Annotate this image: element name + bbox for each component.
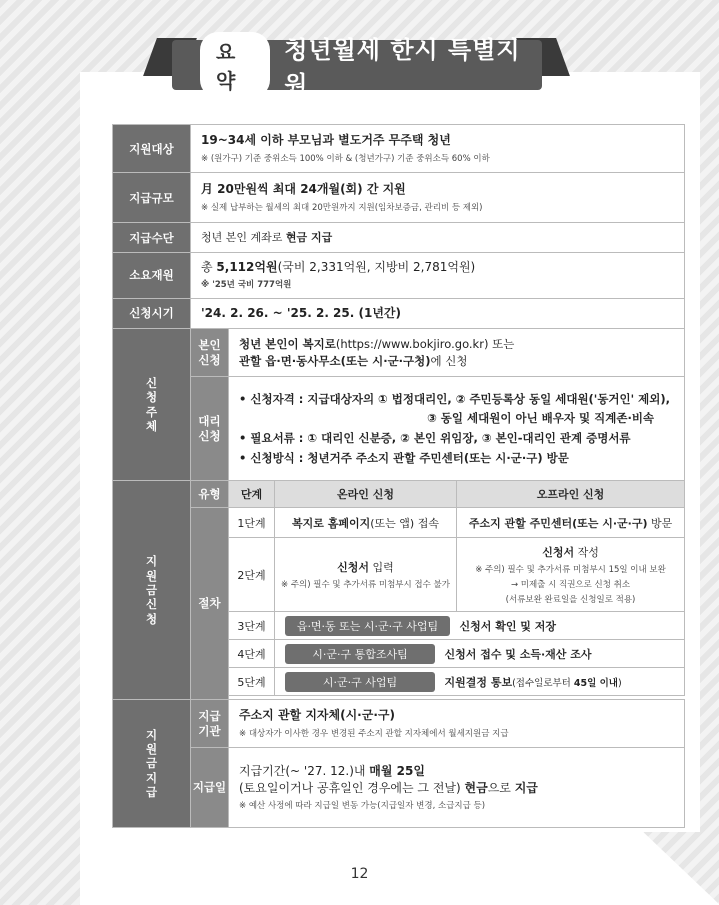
step3-label: 3단계: [229, 612, 275, 640]
target-label: 지원대상: [113, 125, 191, 173]
step1-label: 1단계: [229, 508, 275, 538]
proxy-qualification: • 신청자격 : 지급대상자의 ① 법정대리인, ② 주민등록상 동일 세대원('동거인' 제외),: [239, 391, 671, 406]
target-main: 19~34세 이하 부모님과 별도거주 무주택 청년: [201, 133, 451, 148]
step5-pill: 시·군·구 사업팀: [285, 672, 435, 692]
row-target: [113, 125, 685, 173]
summary-pill: 요약: [200, 32, 270, 98]
payment-date-holiday: (토요일이거나 공휴일인 경우에는 그 전날): [239, 780, 465, 795]
title-banner: [172, 36, 542, 99]
proxy-apply-label: 대리 신청: [198, 413, 221, 443]
self-apply-label: 본인 신청: [198, 337, 221, 367]
step2-offline-main: 신청서: [542, 546, 575, 560]
step1-offline-main: 주소지 관할 주민센터(또는 시·군·구): [468, 516, 648, 530]
payment-label: 지원금 지급: [145, 727, 158, 800]
step2-offline-sub: 작성: [574, 546, 599, 560]
budget-prefix: 총: [201, 260, 217, 274]
scale-label: 지급규모: [113, 173, 191, 223]
period-label: 신청시기: [113, 298, 191, 328]
payment-date-period: 지급기간(~ '27. 12.)내: [239, 763, 370, 778]
budget-detail: (국비 2,331억원, 지방비 2,781억원): [277, 260, 476, 274]
step3-pill: 읍·면·동 또는 시·군·구 사업팀: [285, 616, 450, 636]
step5-paren-open: (접수일로부터: [512, 677, 574, 689]
online-header: 온라인 신청: [275, 481, 457, 508]
row-step1: [113, 508, 685, 538]
row-type-header: [113, 481, 685, 508]
proxy-method: • 신청방식 : 청년거주 주소지 관할 주민센터(또는 시·군·구) 방문: [239, 450, 569, 465]
means-label: 지급수단: [113, 223, 191, 253]
means-text: 청년 본인 계좌로: [201, 230, 286, 244]
step4-text: 신청서 접수 및 소득·재산 조사: [444, 647, 592, 661]
row-scale: [113, 173, 685, 223]
scale-main: 月 20만원씩 최대 24개월(회) 간 지원: [201, 182, 406, 197]
proc-label: 절차: [191, 508, 229, 700]
step2-label: 2단계: [229, 538, 275, 612]
payment-date-day: 매월 25일: [369, 763, 425, 778]
step2-offline-note3: (서류보완 완료일을 신청일로 적용): [505, 595, 636, 606]
row-budget: [113, 253, 685, 299]
procedure-label: 지원금 신청: [145, 554, 158, 626]
step2-online-sub: 입력: [369, 561, 394, 575]
row-means: [113, 223, 685, 253]
payment-agency-main: 주소지 관할 지자체(시·군·구): [239, 708, 395, 723]
row-proxy-apply: [113, 377, 685, 481]
step1-online-sub: (또는 앱) 접속: [370, 516, 439, 530]
self-apply-office: 관할 읍·면·동사무소(또는 시·군·구청): [239, 353, 431, 368]
step5-label: 5단계: [229, 668, 275, 696]
applicant-label: 신청주체: [145, 375, 158, 433]
row-period: [113, 298, 685, 328]
page-number: 12: [350, 866, 369, 882]
budget-label: 소요재원: [113, 253, 191, 299]
self-apply-bokjiro: 청년 본인이 복지로: [239, 336, 336, 351]
step3-text: 신청서 확인 및 저장: [459, 619, 556, 633]
step2-online-main: 신청서: [337, 561, 370, 575]
self-apply-suffix: 에 신청: [430, 353, 468, 368]
step4-pill: 시·군·구 통합조사팀: [285, 644, 435, 664]
budget-note: ※ '25년 국비 777억원: [201, 280, 292, 291]
step5-text: 지원결정 통보: [444, 675, 513, 689]
type-label: 유형: [191, 481, 229, 508]
budget-total: 5,112억원: [216, 260, 278, 274]
step1-offline-sub: 방문: [647, 516, 673, 530]
period-value: '24. 2. 26. ~ '25. 2. 25. (1년간): [191, 298, 685, 328]
page-title: 청년월세 한시 특별지원: [284, 36, 521, 99]
offline-header: 오프라인 신청: [457, 481, 685, 508]
step2-online-note: ※ 주의) 필수 및 추가서류 미첨부시 접수 불가: [281, 580, 450, 591]
payment-date-note: ※ 예산 사정에 따라 지급일 변동 가능(지급일자 변경, 소급지급 등): [239, 801, 486, 812]
payment-date-cash: 현금: [464, 780, 488, 795]
payment-date-pay: 지급: [514, 780, 538, 795]
step-header: 단계: [229, 481, 275, 508]
proxy-documents: • 필요서류 : ① 대리인 신분증, ② 본인 위임장, ③ 본인-대리인 관계 증명서류: [239, 431, 631, 446]
payment-agency-note: ※ 대상자가 이사한 경우 변경된 주소지 관할 지자체에서 월세지원금 지급: [239, 728, 509, 739]
proxy-qualification-cont: ③ 동일 세대원이 아닌 배우자 및 직계존·비속: [427, 411, 655, 426]
step5-paren-close: ): [617, 677, 622, 689]
step5-days: 45일 이내: [573, 677, 618, 689]
payment-date-with: 으로: [487, 780, 515, 795]
step4-label: 4단계: [229, 640, 275, 668]
step2-offline-note2: → 미제출 시 직권으로 신청 취소: [510, 580, 631, 591]
step2-offline-note1: ※ 주의) 필수 및 추가서류 미첨부시 15일 이내 보완: [475, 565, 666, 576]
payment-date-label: 지급일: [191, 748, 229, 828]
step1-online-main: 복지로 홈페이지: [292, 516, 371, 530]
row-self-apply: [113, 329, 685, 377]
target-note: ※ (원가구) 기준 중위소득 100% 이하 & (청년가구) 기준 중위소득 60% 이하: [201, 153, 490, 164]
scale-note: ※ 실제 납부하는 월세의 최대 20만원까지 지원(임차보증금, 관리비 등 제외): [201, 202, 483, 213]
payment-agency-label: 지급 기관: [198, 708, 221, 738]
self-apply-url: (https://www.bokjiro.go.kr) 또는: [335, 336, 515, 351]
row-payment-agency: [113, 700, 685, 748]
means-emph: 현금 지급: [285, 230, 333, 244]
row-payment-date: [113, 748, 685, 828]
summary-table: [112, 124, 685, 828]
